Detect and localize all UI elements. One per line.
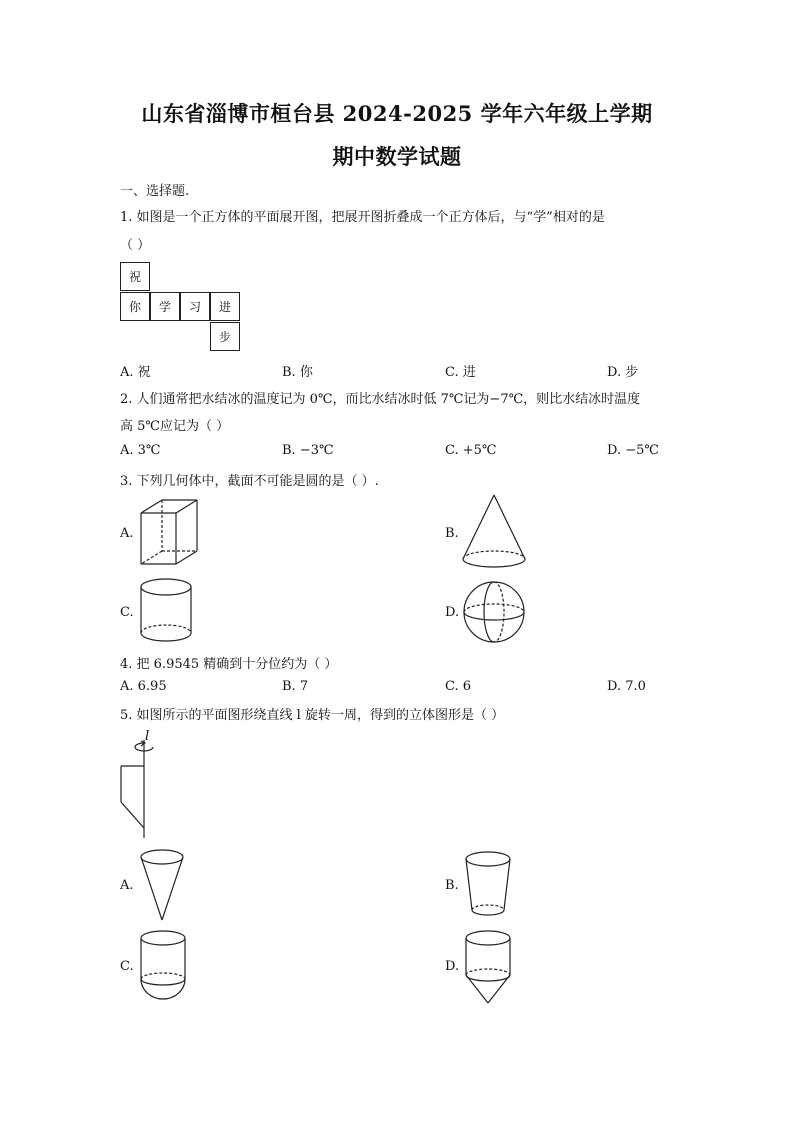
q4-option-d[interactable]: D. 7.0 <box>607 679 646 694</box>
triangular-prism-icon <box>138 498 202 568</box>
net-cell-1: 你 <box>120 292 150 321</box>
q3-option-a-label[interactable]: A. <box>120 526 134 541</box>
page-title: 山东省淄博市桓台县 2024-2025 学年六年级上学期 <box>141 101 653 126</box>
q1-stem-paren: （ ） <box>120 238 151 253</box>
sphere-icon <box>462 580 528 646</box>
q4-option-b[interactable]: B. 7 <box>282 679 309 694</box>
cylinder-icon <box>138 577 196 645</box>
q1-option-a[interactable]: A. 祝 <box>120 365 151 380</box>
q1-option-c[interactable]: C. 进 <box>445 365 476 380</box>
net-cell-2: 学 <box>150 292 180 321</box>
net-cell-4: 进 <box>210 292 240 321</box>
cylinder-hemisphere-icon <box>138 929 190 1005</box>
net-cell-top: 祝 <box>120 262 150 291</box>
section-heading: 一、选择题. <box>120 184 190 199</box>
q2-option-b[interactable]: B. −3℃ <box>282 443 334 458</box>
q2-option-d[interactable]: D. −5℃ <box>607 443 659 458</box>
cone-icon <box>460 493 530 571</box>
q4-stem: 4. 把 6.9545 精确到十分位约为（ ） <box>120 657 338 672</box>
q1-option-d[interactable]: D. 步 <box>607 365 639 380</box>
q5-option-d-label[interactable]: D. <box>445 959 460 974</box>
cone-inverted-icon <box>138 848 188 924</box>
axis-label: l <box>145 729 150 744</box>
q2-stem-line2: 高 5℃应记为（ ） <box>120 419 230 434</box>
q3-option-c-label[interactable]: C. <box>120 605 134 620</box>
q2-option-a[interactable]: A. 3℃ <box>120 443 161 458</box>
frustum-icon <box>463 850 515 920</box>
net-cell-bottom: 步 <box>210 322 240 351</box>
q5-stem: 5. 如图所示的平面图形绕直线 l 旋转一周，得到的立体图形是（ ） <box>120 708 505 723</box>
q2-stem: 2. 人们通常把水结冰的温度记为 0℃，而比水结冰时低 7℃记为−7℃，则比水结冰时温度 <box>120 392 641 407</box>
q5-option-b-label[interactable]: B. <box>445 878 459 893</box>
rotation-figure-icon <box>114 738 162 842</box>
q1-stem: 1. 如图是一个正方体的平面展开图，把展开图折叠成一个正方体后，与“学”相对的是 <box>120 210 605 225</box>
q2-option-c[interactable]: C. +5℃ <box>445 443 497 458</box>
q5-option-c-label[interactable]: C. <box>120 959 134 974</box>
net-cell-3: 习 <box>180 292 210 321</box>
page-subtitle: 期中数学试题 <box>332 144 462 169</box>
q4-option-c[interactable]: C. 6 <box>445 679 472 694</box>
q3-option-b-label[interactable]: B. <box>445 526 459 541</box>
q3-stem: 3. 下列几何体中，截面不可能是圆的是（ ）. <box>120 474 379 489</box>
cylinder-cone-icon <box>463 929 515 1007</box>
q5-option-a-label[interactable]: A. <box>120 878 134 893</box>
q1-option-b[interactable]: B. 你 <box>282 365 313 380</box>
q4-option-a[interactable]: A. 6.95 <box>120 679 167 694</box>
q3-option-d-label[interactable]: D. <box>445 605 460 620</box>
